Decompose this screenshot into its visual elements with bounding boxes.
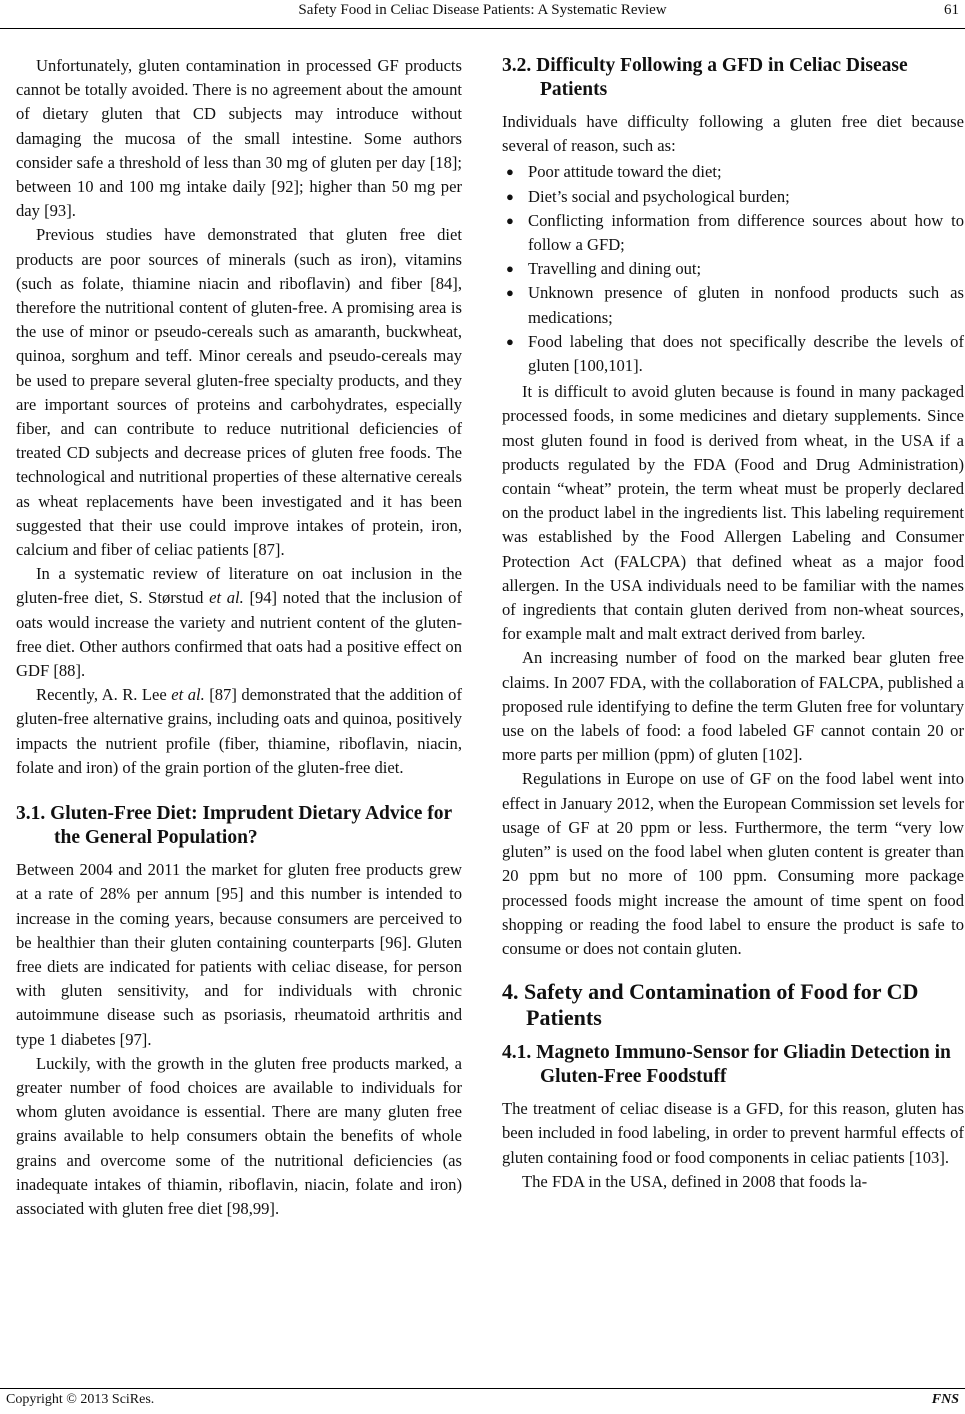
paragraph: Unfortunately, gluten contamination in processed GF products cannot be totally avoided. There is no agreement about the amount of dietary gluten that CD subjects may introduce without damaging the mucosa of the small intestine. Some authors consider safe a threshold of less than 30 mg of gluten per day [18]; between 10 and 100 mg intake daily [92]; higher than 50 mg per day [93].: [16, 56, 462, 221]
paragraph: An increasing number of food on the marked bear gluten free claims. In 2007 FDA, with the collaboration of FALCPA, published a proposed rule identifying to define the term Gluten free for voluntary use on the labels of food: a food labeled GF cannot contain 20 or more parts per million (ppm) of gluten [102].: [502, 648, 964, 765]
list-item-text: Unknown presence of gluten in nonfood products such as medications;: [528, 283, 964, 327]
text-run: Recently, A. R. Lee: [36, 685, 172, 705]
section-heading-4-1: 4.1. Magneto Immuno-Sensor for Gliadin Detection in Gluten-Free Foodstuff: [502, 1042, 951, 1088]
bullet-icon: ●: [506, 164, 514, 180]
page-header: [0, 0, 965, 36]
header-rule: [0, 28, 965, 29]
paragraph: [16, 683, 462, 780]
list-item-text: Travelling and dining out;: [528, 259, 702, 279]
italic-text: et al.: [171, 685, 205, 705]
paragraph: [16, 562, 462, 683]
list-item: [502, 257, 964, 281]
text-run: [87] demonstrated that the addition of gluten-free alternative grains, including oats and quinoa, positively impacts the nutrient profile (fiber, thiamine, riboflavin, niacin, folate and iron) of the grain portion of the gluten-free diet.: [16, 685, 462, 777]
paragraph: The FDA in the USA, defined in 2008 that foods la-: [522, 1171, 868, 1191]
paragraph: Regulations in Europe on use of GF on the food label went into effect in January 2012, when the European Commission set levels for usage of GF at 20 ppm or less. Furthermore, the term “very low gluten” is used on the food label when gluten content is greater than 20 ppm but no more of 100 ppm. Consuming more package processed foods might increase the amount of time spent on food shopping or reading the food label to ensure the product is safe to consume or does not contain gluten.: [502, 769, 964, 958]
text-run: [94] noted that the inclusion of oats would increase the variety and nutrient content of the gluten-free diet. Other authors confirmed that oats had a positive effect on GDF [88].: [16, 588, 463, 681]
running-head: Safety Food in Celiac Disease Patients: A Systematic Review: [298, 2, 667, 18]
page-footer: [0, 1388, 965, 1414]
list-item: [502, 209, 964, 257]
list-item: [502, 281, 964, 329]
list-item: [502, 330, 964, 378]
right-column: [502, 54, 964, 1194]
bullet-icon: ●: [506, 333, 514, 349]
bullet-icon: ●: [506, 285, 514, 301]
bullet-icon: ●: [506, 261, 514, 277]
paragraph: The treatment of celiac disease is a GFD, for this reason, gluten has been included in food labeling, in order to prevent harmful effects of gluten containing food or food components in celiac patients [103].: [502, 1099, 964, 1167]
paragraph: Luckily, with the growth in the gluten free products marked, a greater number of food choices are available to individuals for whom gluten avoidance is essential. There are many gluten free grains available to help consumers obtain the benefits of whole grains and overcome some of the nutritional deficiencies (as inadequate intakes of thiamin, riboflavin, niacin, folate and iron) associated with gluten free diet [98,99].: [16, 1053, 462, 1218]
list-item: [502, 185, 964, 209]
bullet-icon: ●: [506, 212, 514, 228]
section-heading-4: 4. Safety and Contamination of Food for CD Patients: [502, 979, 919, 1031]
list-item-text: Diet’s social and psychological burden;: [528, 186, 790, 206]
list-item-text: Food labeling that does not specifically describe the levels of gluten [100,101].: [528, 331, 964, 376]
copyright-notice: Copyright © 2013 SciRes.: [6, 1392, 155, 1407]
bullet-icon: ●: [506, 188, 514, 204]
paragraph: Between 2004 and 2011 the market for gluten free products grew at a rate of 28% per annum [95] and this number is intended to increase in the coming years, because consumers are perceived to be healthier than their gluten containing counterparts [96]. Gluten free diets are indicated for patients with celiac disease, for person with gluten sensitivity, and for individuals with chronic autoimmune disease such as psoriasis, rheumatoid arthritis and type 1 diabetes [97].: [16, 860, 462, 1049]
bullet-list: [502, 160, 964, 378]
list-item-text: Poor attitude toward the diet;: [528, 162, 722, 182]
section-heading-3-2: 3.2. Difficulty Following a GFD in Celiac Disease Patients: [502, 55, 908, 100]
text-run: In a systematic review of literature on oat inclusion in the gluten-free diet, S. Størstud: [16, 564, 462, 608]
italic-text: et al.: [209, 588, 244, 608]
section-heading-3-1: 3.1. Gluten-Free Diet: Imprudent Dietary Advice for the General Population?: [16, 803, 452, 849]
journal-abbreviation: FNS: [931, 1392, 959, 1407]
paragraph: Individuals have difficulty following a gluten free diet because several of reason, such as:: [502, 112, 964, 156]
list-item: [502, 160, 964, 184]
paragraph: Previous studies have demonstrated that gluten free diet products are poor sources of minerals (such as iron), vitamins (such as folate, thiamine niacin and riboflavin) and fiber [84], therefore the nutritional content of gluten-free. A promising area is the use of minor or pseudo-cereals such as amaranth, buckwheat, quinoa, sorghum and teff. Minor cereals and pseudo-cereals may be used to prepare several gluten-free specialty products, and they are important sources of proteins and carbohydrates, especially fiber, and can contribute to reduce nutritional deficiencies of treated CD subjects and decrease prices of gluten free foods. The technological and nutritional properties of these alternative cereals as wheat replacements have been investigated and it has been suggested that their use could improve intakes of protein, iron, calcium and fiber of celiac patients [87].: [16, 225, 462, 560]
left-column: [16, 54, 462, 1221]
footer-rule: [0, 1388, 965, 1389]
list-item-text: Conflicting information from difference sources about how to follow a GFD;: [528, 210, 964, 255]
paragraph: It is difficult to avoid gluten because is found in many packaged processed foods, in some medicines and dietary supplements. Since most gluten found in food is derived from wheat, in the USA if a products regulated by the FDA (Food and Drug Administration) contain “wheat” protein, the term wheat must be properly declared on the product label in the ingredients list. This labeling requirement was established by the Food Allergen Labeling and Consumer Protection Act (FALCPA) that defined wheat as a major food allergen. In the USA individuals need to be familiar with the names of ingredients that contain gluten derived from non-wheat sources, for example malt and malt extract derived from barley.: [502, 382, 964, 644]
page-number: 61: [944, 2, 959, 18]
